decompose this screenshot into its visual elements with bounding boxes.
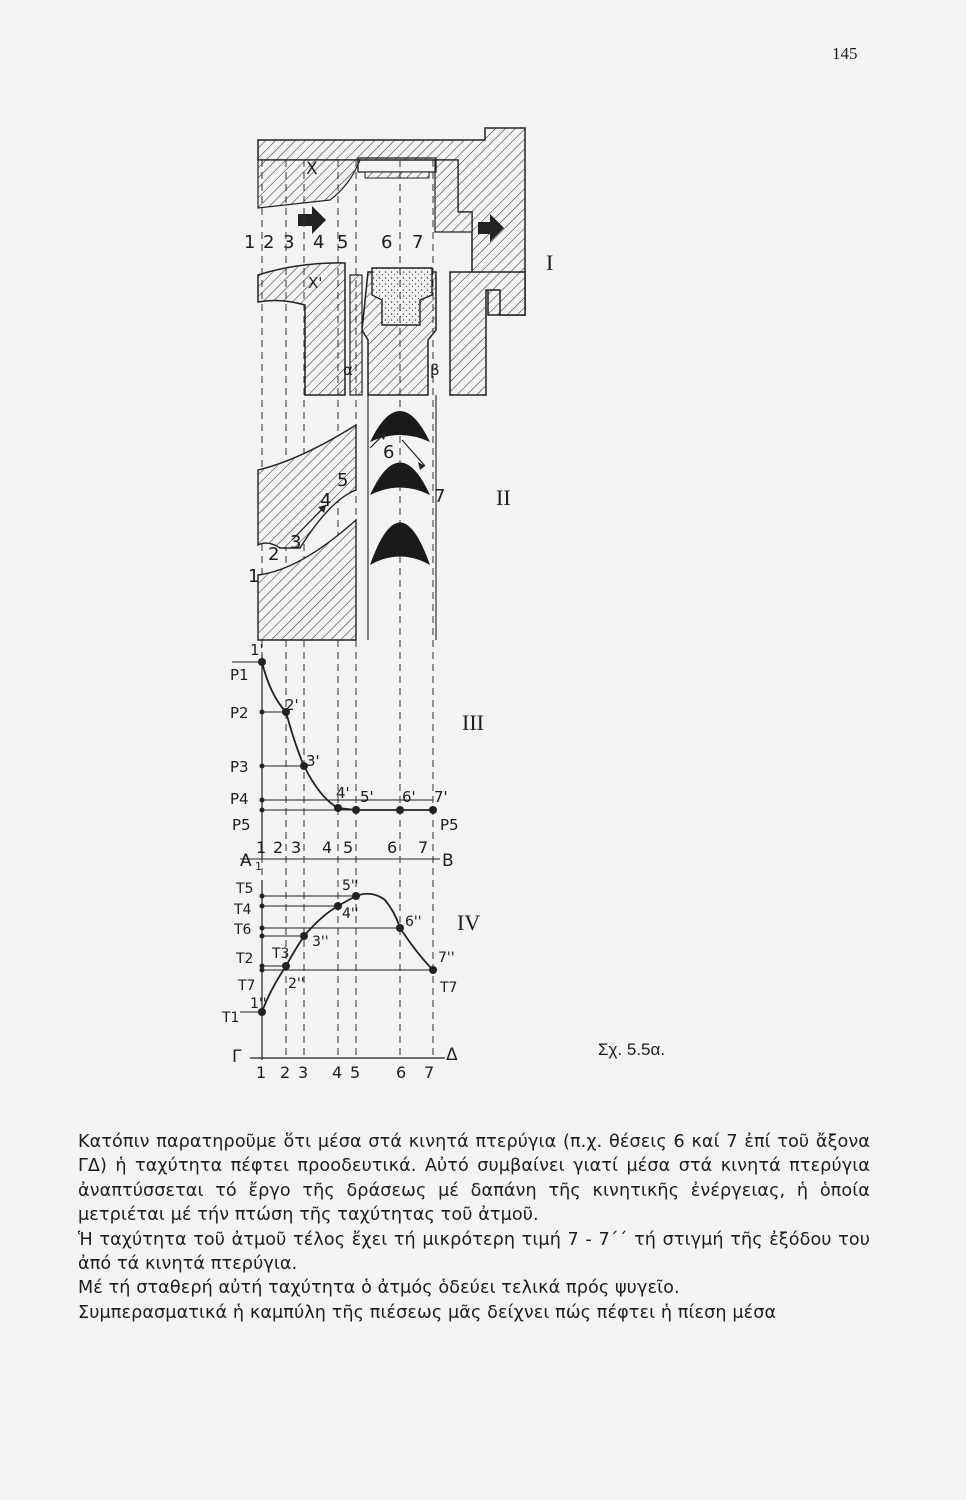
velocity-point-label: 6'' [405,914,422,930]
pressure-point [258,658,266,666]
velocity-point-label: 3'' [312,934,329,950]
velocity-level-label: T2 [236,951,254,967]
moving-blade-label: β [430,361,440,379]
cross-section-positions [244,232,423,253]
axis-gamma-label: Γ [232,1047,242,1067]
axis-delta-label: Δ [446,1045,458,1065]
pressure-level-label: P5 [232,816,251,834]
velocity-point-label: 2'' [288,976,305,992]
position-label: 4 [313,232,325,253]
position-label: 6 [383,442,395,463]
position-label: 1 [248,566,260,587]
position-label: 3 [283,232,295,253]
position-label: 2 [263,232,275,253]
paragraph: Κατόπιν παρατηροῦμε ὅτι μέσα στά κινητά πτερύγια (π.χ. θέσεις 6 καί 7 ἐπί τοῦ ἄξονα ΓΔ) ἡ ταχύτητα πέφτει προοδευτικά. Αὐτό συμβαίνει γιατί μέσα στά κινητά πτερύγια ἀναπτύσσεται τό ἔργο τῆς δράσεως μέ δαπάνη τῆς κινητικῆς ἐνέργειας, ἡ ὁποία μετριέται μέ τήν πτώση τῆς ταχύτητας τοῦ ἀτμοῦ. [78,1132,870,1226]
fixed-blade-label: α [343,361,353,379]
position-label: 6 [396,1063,407,1082]
pressure-point [334,804,342,812]
section-label-i: I [546,250,554,275]
axis-a-subscript: 1 [255,860,262,873]
velocity-point-label: 5'' [342,878,359,894]
pressure-level-label: P4 [230,790,249,808]
pressure-point-label: 3' [306,752,320,770]
velocity-point [396,924,404,932]
figure-caption: Σχ. 5.5α. [598,1040,666,1059]
position-label: 3 [291,838,302,857]
position-label: 5 [337,470,349,491]
velocity-level-label: T6 [234,922,252,938]
paragraph: Ἡ ταχύτητα τοῦ ἀτμοῦ τέλος ἔχει τή μικρότερη τιμή 7 - 7΄΄ τή στιγμή τῆς ἐξόδου του ἀπό τά κινητά πτερύγια. [78,1229,870,1275]
velocity-point-label: 4'' [342,906,359,922]
pressure-point-label: 5' [360,788,374,806]
velocity-right-level-label: T7 [440,980,458,996]
pressure-right-level-label: P5 [440,816,459,834]
position-label: 7 [412,232,424,253]
pressure-point [429,806,437,814]
pressure-level-label: P2 [230,704,249,722]
chamber-x-prime-wall [258,263,345,395]
pressure-level-label: P1 [230,666,249,684]
body-text [78,1130,870,1325]
page-number: 145 [832,44,858,63]
velocity-diagram [221,878,458,1082]
velocity-level-label: T7 [238,978,256,994]
position-label: 5 [343,838,354,857]
position-label: 7 [434,486,446,507]
pressure-level-label: P3 [230,758,249,776]
velocity-level-label: T1 [222,1010,240,1026]
pressure-point-label: 2' [285,696,299,714]
velocity-point-label: 7'' [438,950,455,966]
position-label: 1 [256,838,267,857]
velocity-point [300,932,308,940]
position-label: 7 [424,1063,435,1082]
chamber-x-label: X [306,159,318,179]
pressure-point-label: 4' [336,784,350,802]
position-label: 1 [244,232,256,253]
pressure-point [396,806,404,814]
position-label: 4 [322,838,333,857]
velocity-point [282,962,290,970]
blade-section [248,411,445,640]
position-label: 3 [290,532,302,553]
velocity-level-label: T5 [236,881,254,897]
position-label: 1 [256,1063,267,1082]
pressure-diagram [230,641,459,873]
position-label: 6 [387,838,398,857]
velocity-level-label: T4 [234,902,252,918]
position-label: 2 [273,838,284,857]
velocity-point [429,966,437,974]
pressure-point-label: 1' [250,641,264,659]
pressure-point-label: 7' [434,788,448,806]
velocity-level-label: T3 [272,946,290,962]
position-label: 3 [298,1063,309,1082]
section-label-ii: II [496,485,511,510]
position-label: 7 [418,838,429,857]
position-label: 2 [280,1063,291,1082]
paragraph: Μέ τή σταθερή αὐτή ταχύτητα ὁ ἀτμός ὁδεύει τελικά πρός ψυγεῖο. [78,1278,680,1299]
section-label-iii: III [462,710,484,735]
position-label: 5 [337,232,349,253]
pressure-point [352,806,360,814]
paragraph: Συμπερασματικά ἡ καμπύλη τῆς πιέσεως μᾶς δείχνει πώς πέφτει ἡ πίεση μέσα [78,1302,777,1323]
pressure-point-label: 6' [402,788,416,806]
position-label: 4 [332,1063,343,1082]
axis-b-label: B [442,851,454,871]
position-label: 5 [350,1063,361,1082]
position-label: 6 [381,232,393,253]
position-label: 2 [268,544,280,565]
chamber-x-prime-label: X' [308,274,323,292]
velocity-point [334,902,342,910]
velocity-point-label: 1'' [250,996,267,1012]
position-label: 4 [320,490,332,511]
flow-arrow-icon [298,206,326,234]
axis-a-label: A [240,851,252,871]
flow-arrow-icon [418,462,425,470]
section-label-iv: IV [457,910,481,935]
outlet-lower-wall [450,272,525,395]
